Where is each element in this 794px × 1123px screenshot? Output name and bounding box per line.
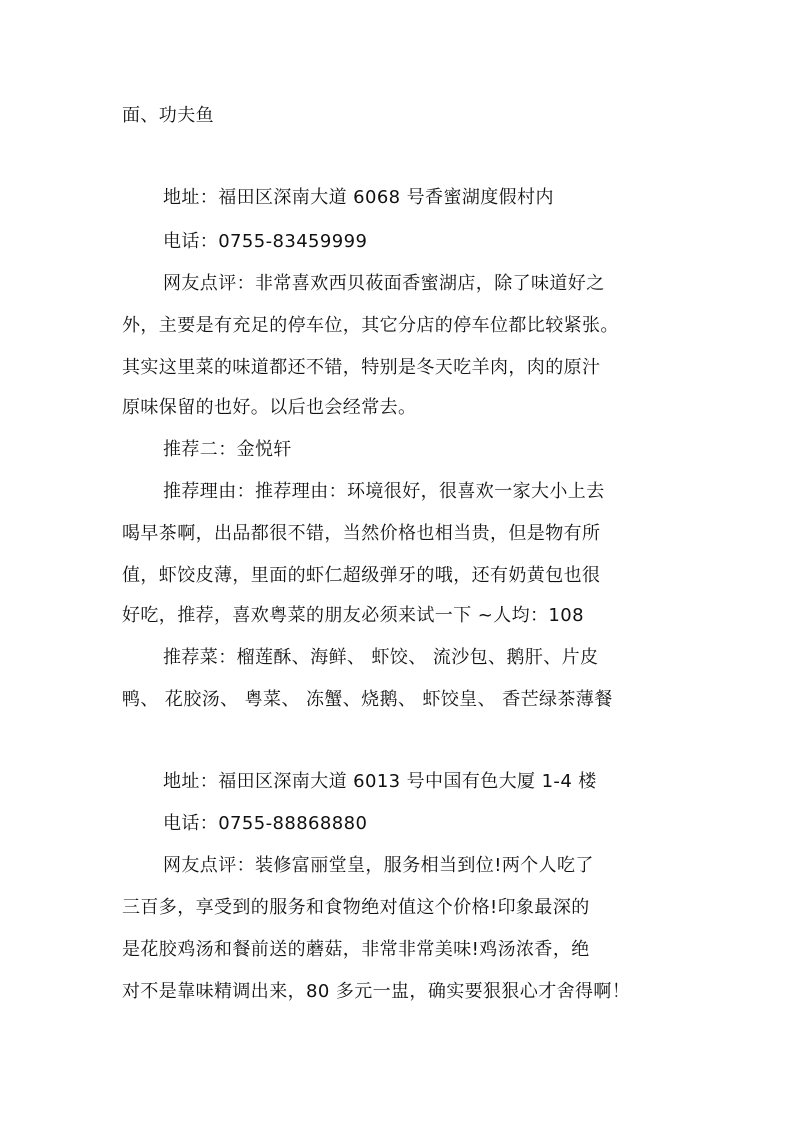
text-line: 是花胶鸡汤和餐前送的蘑菇，非常非常美味!鸡汤浓香，绝: [122, 939, 590, 960]
text-line: 鸭、 花胶汤、 粤菜、 冻蟹、烧鹅、 虾饺皇、 香芒绿茶薄餐: [122, 689, 613, 710]
address-line: 地址：福田区深南大道 6068 号香蜜湖度假村内: [163, 187, 554, 208]
text-line: 喝早茶啊，出品都很不错，当然价格也相当贵，但是物有所: [122, 523, 601, 544]
text-line: 面、功夫鱼: [122, 105, 214, 126]
address-line: 地址：福田区深南大道 6013 号中国有色大厦 1-4 楼: [163, 771, 597, 792]
text-line: 其实这里菜的味道都还不错，特别是冬天吃羊肉，肉的原汁: [122, 357, 601, 378]
review-line: 网友点评：装修富丽堂皇，服务相当到位!两个人吃了: [163, 855, 594, 876]
text-line: 好吃，推荐，喜欢粤菜的朋友必须来试一下 ~人均：108: [122, 605, 584, 626]
reason-line: 推荐理由：推荐理由：环境很好，很喜欢一家大小上去: [163, 481, 605, 502]
text-line: 值，虾饺皮薄，里面的虾仁超级弹牙的哦，还有奶黄包也很: [122, 565, 601, 586]
dishes-line: 推荐菜：榴莲酥、海鲜、 虾饺、 流沙包、鹅肝、片皮: [163, 647, 599, 668]
review-line: 网友点评：非常喜欢西贝莜面香蜜湖店，除了味道好之: [163, 273, 605, 294]
text-line: 三百多，享受到的服务和食物绝对值这个价格!印象最深的: [122, 897, 590, 918]
phone-line: 电话：0755-83459999: [163, 231, 368, 252]
text-line: 外，主要是有充足的停车位，其它分店的停车位都比较紧张。: [122, 315, 619, 336]
recommendation-heading: 推荐二：金悦轩: [163, 439, 292, 460]
text-line: 原味保留的也好。以后也会经常去。: [122, 397, 417, 418]
text-line: 对不是靠味精调出来，80 多元一盅，确实要狠狠心才舍得啊！: [122, 981, 631, 1002]
phone-line: 电话：0755-88868880: [163, 813, 368, 834]
